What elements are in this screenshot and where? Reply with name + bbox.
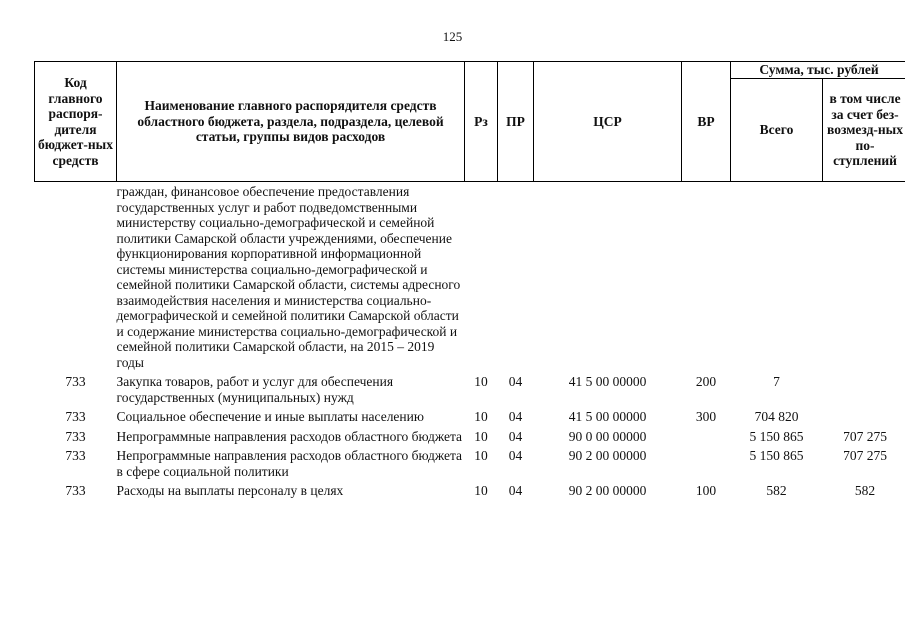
header-pr: ПР — [498, 62, 534, 182]
header-total: Всего — [731, 79, 823, 182]
header-code: Код главного распоря-дителя бюджет-ных средств — [35, 62, 117, 182]
table-row: 733 Непрограммные направления расходов областного бюджета в сфере социальной политики 10 04 90 2 00 00000 5 150 865 707 275 — [65, 448, 887, 479]
table-row: 733 Закупка товаров, работ и услуг для обеспечения государственных (муниципальных) нужд 10 04 41 5 00 00000 200 7 — [65, 374, 780, 405]
continuation-text: граждан, финансовое обеспечение предоставления государственных услуг и работ подведомственными министерству социально-демографической и семейной политики Самарской области учреждениями, обеспечение функционирования корпоративной информационной системы министерства социально-демографической и семейной политики Самарской области, системы адресного взаимодействия населения и министерства социально-демографической и семейной политики Самарской области и содержание министерства социально-демографической и семейной политики Самарской области, на 2015 – 2019 годы — [116, 184, 461, 370]
header-rz: Рз — [465, 62, 498, 182]
header-name: Наименование главного распорядителя средств областного бюджета, раздела, подраздела, целевой статьи, группы видов расходов — [117, 62, 465, 182]
page-number: 125 — [442, 29, 463, 44]
header-sum: Сумма, тыс. рублей — [731, 62, 905, 79]
table-row: 733 Расходы на выплаты персоналу в целях 10 04 90 2 00 00000 100 582 582 — [65, 483, 876, 498]
header-incl: в том числе за счет без-возмезд-ных по-ступлений — [823, 79, 905, 182]
continuation-row — [35, 182, 905, 371]
table-row: 733 Непрограммные направления расходов областного бюджета 10 04 90 0 00 00000 5 150 865 707 275 — [65, 428, 887, 444]
header-csr: ЦСР — [534, 62, 682, 182]
table-row: 733 Социальное обеспечение и иные выплаты населению 10 04 41 5 00 00000 300 704 820 — [65, 409, 799, 424]
budget-table — [34, 61, 905, 499]
header-vr: ВР — [682, 62, 731, 182]
